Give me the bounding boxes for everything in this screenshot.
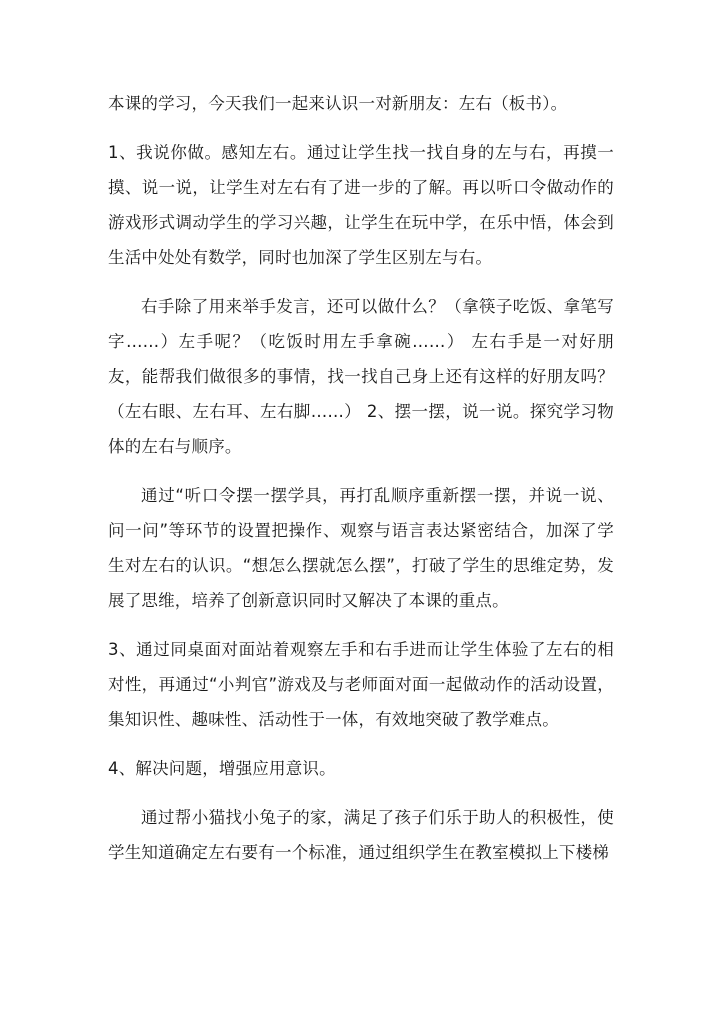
paragraph-arrange-explanation: 通过“听口令摆一摆学具，再打乱顺序重新摆一摆，并说一说、问一问”等环节的设置把操作、观察与语言表达紧密结合，加深了学生对左右的认识。“想怎么摆就怎么摆”，打破了学生的思维定势，发展了思维，培养了创新意识同时又解决了本课的重点。 (108, 486, 614, 610)
paragraph-step-4: 4、解决问题，增强应用意识。 (108, 759, 336, 778)
paragraph-cat-rabbit: 通过帮小猫找小兔子的家，满足了孩子们乐于助人的积极性，使学生知道确定左右要有一个标准，通过组织学生在教室模拟上下楼梯 (108, 808, 614, 862)
document-page (108, 86, 614, 884)
paragraph-step-3: 3、通过同桌面对面站着观察左手和右手进而让学生体验了左右的相对性，再通过“小判官”游戏及与老师面对面一起做动作的活动设置，集知识性、趣味性、活动性于一体，有效地突破了教学难点。 (108, 640, 614, 729)
paragraph-intro: 本课的学习，今天我们一起来认识一对新朋友：左右（板书）。 (108, 94, 568, 113)
paragraph-hands-discussion: 右手除了用来举手发言，还可以做什么？（拿筷子吃饭、拿笔写字……）左手呢？（吃饭时用左手拿碗……） 左右手是一对好朋友，能帮我们做很多的事情，找一找自己身上还有这样的好朋友吗？（左右眼、左右耳、左右脚……） 2、摆一摆，说一说。探究学习物体的左右与顺序。 (108, 297, 614, 456)
paragraph-step-1: 1、我说你做。感知左右。通过让学生找一找自身的左与右，再摸一摸、说一说，让学生对左右有了进一步的了解。再以听口令做动作的游戏形式调动学生的学习兴趣，让学生在玩中学，在乐中悟，体会到生活中处处有数学，同时也加深了学生区别左与右。 (108, 143, 614, 267)
